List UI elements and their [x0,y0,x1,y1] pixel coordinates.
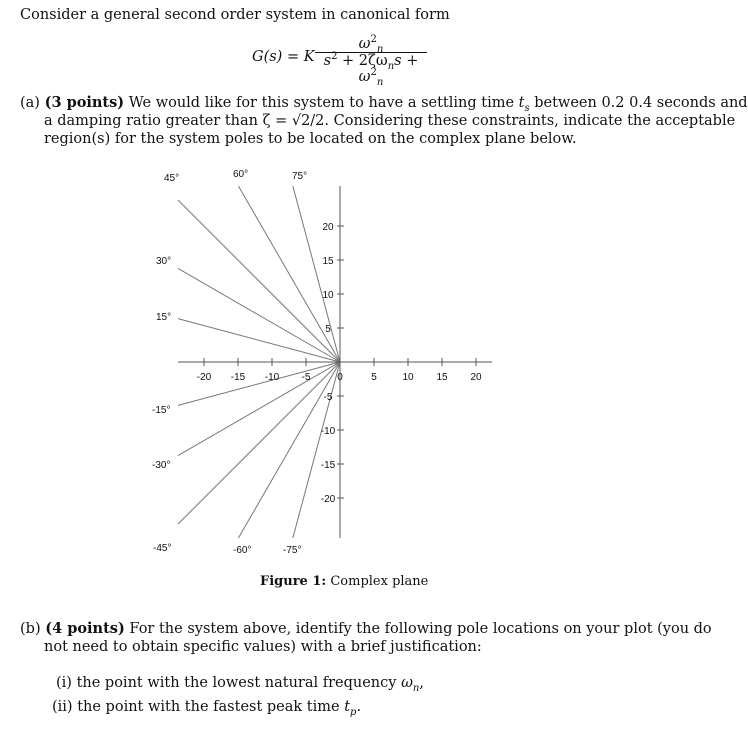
part-a-line2: a damping ratio greater than ζ = √2/2. Considering these constraints, indicate the acceptable [44,113,736,129]
y-tick-label-20: 20 [322,222,334,233]
x-tick-label--10: -10 [264,372,280,383]
angle-label-m30: -30° [152,460,171,471]
equation-numerator: $\omega^2_n$ [358,34,384,55]
radial-line--45 [178,362,340,524]
figure-caption: Figure 1: Complex plane [260,574,429,589]
angle-label-m45: -45° [153,543,172,554]
x-tick-label-15: 15 [436,372,448,383]
angle-label-15: 15° [156,312,172,323]
part-b-line2: not need to obtain specific values) with a brief justification: [44,639,482,655]
radial-line-45 [178,200,340,362]
angle-label-m75: -75° [283,545,302,556]
x-tick-label-5: 5 [371,372,377,383]
x-tick-label-20: 20 [470,372,482,383]
angle-label-60: 60° [233,169,249,180]
angle-label-30: 30° [156,256,172,267]
y-tick-label--5: -5 [323,392,333,403]
x-tick-label-0: 0 [337,372,343,383]
angle-label-m15: -15° [152,405,171,416]
radial-line--75 [293,362,340,538]
part-a-line3: region(s) for the system poles to be located on the complex plane below. [44,131,577,147]
angle-label-45: 45° [164,173,180,184]
intro-text: Consider a general second order system in canonical form [20,7,450,23]
radial-line-75 [293,186,340,362]
radial-line-15 [178,319,340,362]
radial-line-30 [178,268,340,362]
part-b-item-i: (i) the point with the lowest natural frequency $\omega_n$, [56,675,424,694]
part-b-item-ii: (ii) the point with the fastest peak time $t_p$. [52,699,362,718]
radial-line-60 [238,186,340,362]
y-tick-label-10: 10 [322,290,334,301]
angle-label-75: 75° [292,171,308,182]
x-tick-label-10: 10 [402,372,414,383]
x-tick-label--15: -15 [230,372,246,383]
y-tick-label--20: -20 [320,494,336,505]
y-tick-label--10: -10 [320,426,336,437]
radial-line--60 [238,362,340,538]
x-tick-label--20: -20 [196,372,212,383]
y-tick-label-15: 15 [322,256,334,267]
equation-lhs: G(s) = K [252,49,315,65]
equation-denominator: $s^2 + 2\zeta\omega_ns + \omega^2_n$ [323,51,419,88]
angle-label-m60: -60° [233,545,252,556]
part-a-line1: (a) (3 points) We would like for this system to have a settling time $t_s$ between 0.2 0.4 seconds and [20,94,748,114]
y-tick-label--15: -15 [320,460,336,471]
radial-line--15 [178,362,340,405]
part-b-line1: (b) (4 points) For the system above, identify the following pole locations on your plot (you do [20,620,712,637]
y-tick-label-5: 5 [325,324,331,335]
x-tick-label--5: -5 [301,372,311,383]
